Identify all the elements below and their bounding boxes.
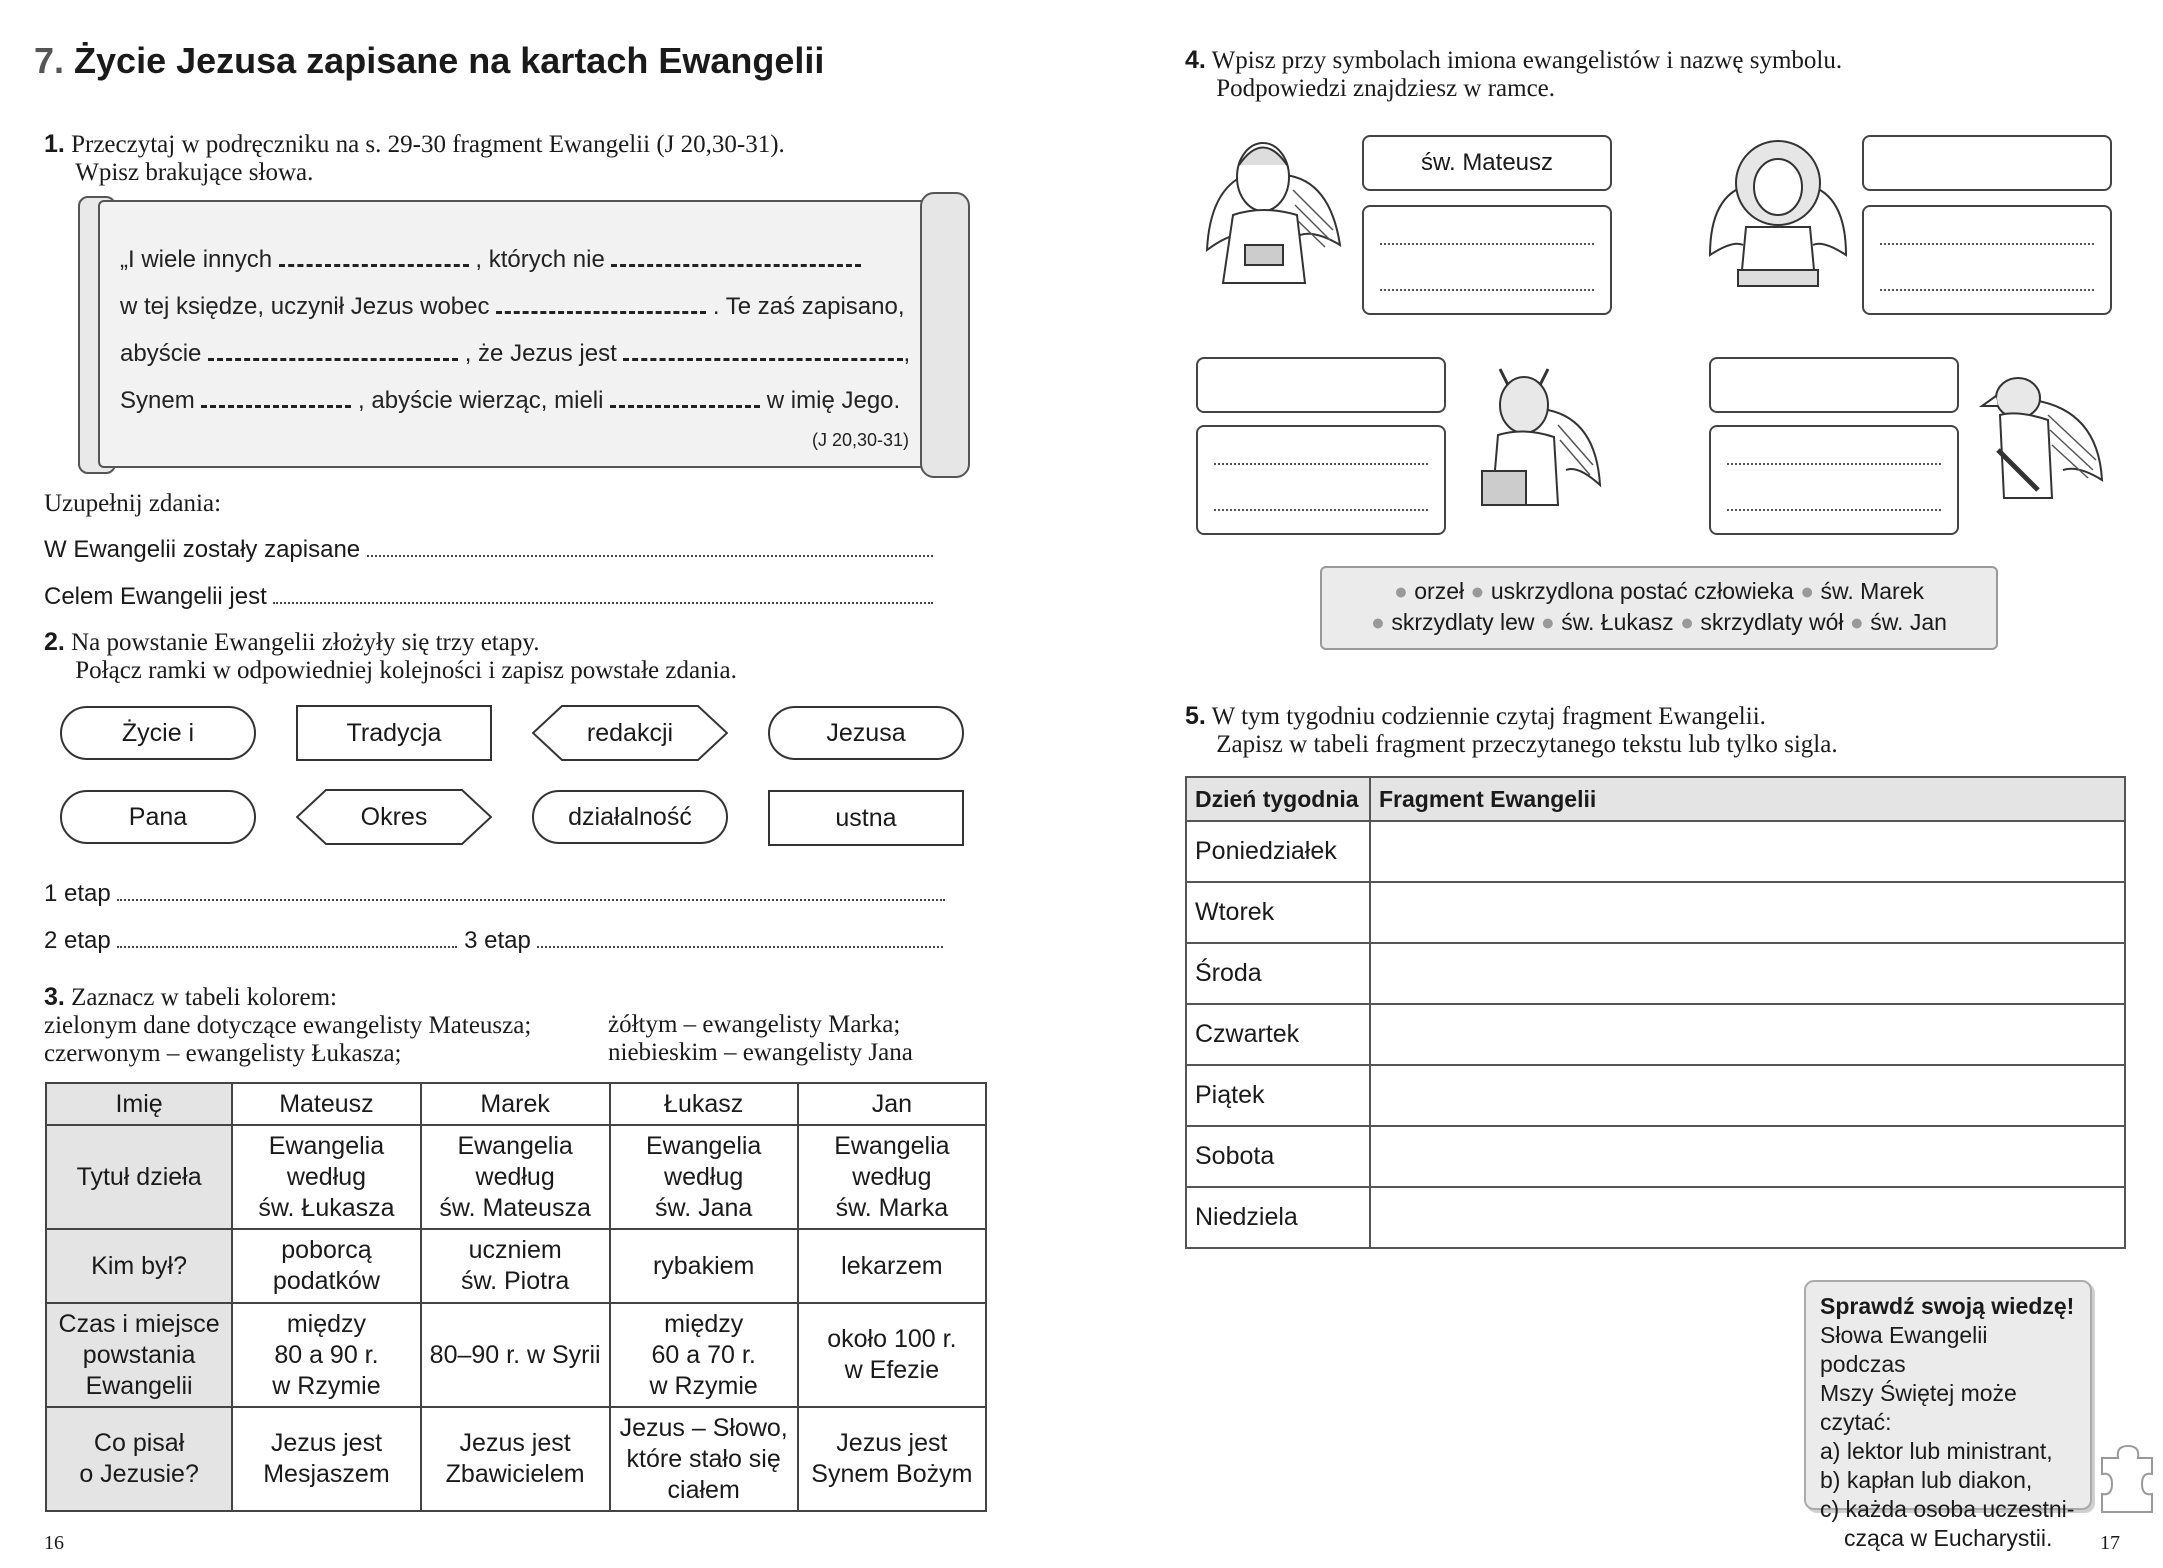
table-header-cell[interactable]: Mateusz xyxy=(232,1083,421,1125)
bullet-icon: ● xyxy=(1540,609,1555,635)
frame-okres[interactable]: Okres xyxy=(296,789,492,845)
blank-field[interactable] xyxy=(610,389,760,408)
scroll-paper xyxy=(98,200,942,468)
hint-line-1: ● orzeł ● uskrzydlona postać człowieka ● św. Marek xyxy=(1393,578,1925,604)
answer-line[interactable] xyxy=(117,885,945,901)
table-header-cell: Fragment Ewangelii xyxy=(1370,777,2125,821)
fragment-cell[interactable] xyxy=(1370,1187,2125,1248)
table-row xyxy=(1186,1065,2125,1126)
symbol-name-box-eagle[interactable] xyxy=(1709,425,1959,535)
answer-line xyxy=(1880,243,2094,245)
frame-ustna[interactable]: ustna xyxy=(768,790,964,846)
frame-pana[interactable]: Pana xyxy=(60,790,256,844)
table-cell[interactable]: Ewangelia według św. Marka xyxy=(798,1125,986,1229)
row-label: Kim był? xyxy=(46,1229,232,1303)
scroll-line-1: „I wiele innych , których nie xyxy=(120,246,861,274)
blank-field[interactable] xyxy=(279,248,469,267)
answer-line xyxy=(1214,463,1428,465)
table-cell[interactable]: Jezus jest Zbawicielem xyxy=(421,1407,610,1511)
sentence-1: W Ewangelii zostały zapisane xyxy=(44,536,933,564)
stage-1-line: 1 etap xyxy=(44,880,945,908)
fragment-cell[interactable] xyxy=(1370,821,2125,882)
check-title: Sprawdź swoją wiedzę! xyxy=(1820,1293,2075,1319)
row-label: Tytuł dzieła xyxy=(46,1125,232,1229)
scroll-right-roll xyxy=(920,192,970,478)
fragment-cell[interactable] xyxy=(1370,1004,2125,1065)
table-header-cell[interactable]: Marek xyxy=(421,1083,610,1125)
answer-line xyxy=(1380,243,1594,245)
table-header-row xyxy=(1186,777,2125,821)
bullet-icon: ● xyxy=(1680,609,1694,635)
task5-instruction: 5. W tym tygodniu codziennie czytaj fragment Ewangelii. Zapisz w tabeli fragment przeczytanego tekstu lub tylko sigla. xyxy=(1185,702,1838,758)
table-cell[interactable]: Jezus – Słowo, które stało się ciałem xyxy=(610,1407,798,1511)
hint-box xyxy=(1320,566,1998,650)
lion-symbol-icon xyxy=(1708,135,1848,290)
task4-instruction: 4. Wpisz przy symbolach imiona ewangelistów i nazwę symbolu. Podpowiedzi znajdziesz w ramce. xyxy=(1185,46,1843,102)
day-label: Środa xyxy=(1186,943,1370,1004)
table-cell[interactable]: uczniem św. Piotra xyxy=(421,1229,610,1303)
table-cell[interactable]: Jezus jest Synem Bożym xyxy=(798,1407,986,1511)
table-cell[interactable]: lekarzem xyxy=(798,1229,986,1303)
check-text: Mszy Świętej może czytać: xyxy=(1820,1380,2017,1435)
table-header-cell[interactable]: Jan xyxy=(798,1083,986,1125)
answer-option-c[interactable]: c) każda osoba uczestni- xyxy=(1820,1496,2075,1522)
table-row xyxy=(1186,1004,2125,1065)
eagle-symbol-icon xyxy=(1978,370,2106,515)
fragment-cell[interactable] xyxy=(1370,943,2125,1004)
bullet-icon: ● xyxy=(1371,609,1385,635)
answer-line xyxy=(1727,509,1941,511)
bullet-icon: ● xyxy=(1393,578,1408,604)
blank-field[interactable] xyxy=(208,342,458,361)
answer-line[interactable] xyxy=(537,932,943,948)
table-header-cell[interactable]: Łukasz xyxy=(610,1083,798,1125)
page-number-right: 17 xyxy=(2100,1532,2120,1554)
evangelist-name-box-angel[interactable]: św. Mateusz xyxy=(1362,135,1612,191)
table-row xyxy=(1186,943,2125,1004)
reading-table xyxy=(1185,776,2126,1249)
table-row xyxy=(1186,882,2125,943)
bullet-icon: ● xyxy=(1800,578,1815,604)
table-row xyxy=(46,1303,986,1407)
task3-instruction-right: żółtym – ewangelisty Marka; niebieskim – ewangelisty Jana xyxy=(608,1011,913,1066)
check-text: Słowa Ewangelii podczas xyxy=(1820,1322,1988,1377)
row-label: Czas i miejsce powstania Ewangelii xyxy=(46,1303,232,1407)
table-row xyxy=(1186,1187,2125,1248)
hint-line-2: ● skrzydlaty lew ● św. Łukasz ● skrzydlaty wół ● św. Jan xyxy=(1371,609,1947,635)
evangelist-name-box-ox[interactable] xyxy=(1196,357,1446,413)
task1-instruction: 1. Przeczytaj w podręczniku na s. 29-30 fragment Ewangelii (J 20,30-31). Wpisz brakujące słowa. xyxy=(44,130,785,186)
frame-tradycja[interactable]: Tradycja xyxy=(296,705,492,761)
table-cell[interactable]: rybakiem xyxy=(610,1229,798,1303)
answer-line xyxy=(1727,463,1941,465)
blank-field[interactable] xyxy=(611,248,861,267)
symbol-name-box-ox[interactable] xyxy=(1196,425,1446,535)
scripture-scroll xyxy=(78,192,970,474)
fragment-cell[interactable] xyxy=(1370,1126,2125,1187)
table-cell[interactable]: między 80 a 90 r. w Rzymie xyxy=(232,1303,421,1407)
day-label: Poniedziałek xyxy=(1186,821,1370,882)
answer-option-c-cont: cząca w Eucharystii. xyxy=(1844,1525,2053,1551)
blank-field[interactable] xyxy=(623,342,903,361)
page-number-left: 16 xyxy=(44,1532,64,1554)
answer-line[interactable] xyxy=(273,588,933,604)
stage-2-3-line: 2 etap 3 etap xyxy=(44,927,943,955)
table-row xyxy=(46,1125,986,1229)
day-label: Piątek xyxy=(1186,1065,1370,1126)
evangelist-name-box-eagle[interactable] xyxy=(1709,357,1959,413)
puzzle-piece-icon xyxy=(2096,1444,2158,1516)
answer-option-a[interactable]: a) lektor lub ministrant, xyxy=(1820,1438,2053,1464)
evangelists-table xyxy=(45,1082,987,1512)
table-cell[interactable]: Ewangelia według św. Jana xyxy=(610,1125,798,1229)
table-header-cell: Dzień tygodnia xyxy=(1186,777,1370,821)
answer-line xyxy=(1380,289,1594,291)
table-row xyxy=(1186,1126,2125,1187)
table-cell[interactable]: Ewangelia według św. Łukasza xyxy=(232,1125,421,1229)
symbol-name-box-angel[interactable] xyxy=(1362,205,1612,315)
table-row xyxy=(46,1229,986,1303)
angel-symbol-icon xyxy=(1205,135,1343,285)
table-cell[interactable]: poborcą podatków xyxy=(232,1229,421,1303)
scroll-line-4: Synem , abyście wierząc, mieli w imię Jego. xyxy=(120,387,901,414)
scroll-line-3: abyście , że Jezus jest , xyxy=(120,340,911,367)
table-header-cell: Imię xyxy=(46,1083,232,1125)
frame-zycie-i[interactable]: Życie i xyxy=(60,706,256,760)
answer-line[interactable] xyxy=(367,541,933,557)
day-label: Niedziela xyxy=(1186,1187,1370,1248)
table-cell[interactable]: Ewangelia według św. Mateusza xyxy=(421,1125,610,1229)
blank-field[interactable] xyxy=(201,389,351,408)
bullet-icon: ● xyxy=(1849,609,1864,635)
scroll-line-2: w tej księdze, uczynił Jezus wobec . Te zaś zapisano, xyxy=(120,293,905,320)
evangelist-name-box-lion[interactable] xyxy=(1862,135,2112,191)
table-cell[interactable]: Jezus jest Mesjaszem xyxy=(232,1407,421,1511)
bullet-icon: ● xyxy=(1470,578,1485,604)
complete-label: Uzupełnij zdania: xyxy=(44,490,222,517)
answer-line[interactable] xyxy=(117,932,457,948)
sentence-2: Celem Ewangelii jest xyxy=(44,583,933,611)
frame-dzialalnosc[interactable]: działalność xyxy=(532,790,728,844)
blank-field[interactable] xyxy=(496,295,706,314)
day-label: Wtorek xyxy=(1186,882,1370,943)
table-cell[interactable]: między 60 a 70 r. w Rzymie xyxy=(610,1303,798,1407)
frame-redakcji[interactable]: redakcji xyxy=(532,705,728,761)
table-cell[interactable]: około 100 r. w Efezie xyxy=(798,1303,986,1407)
answer-line xyxy=(1214,509,1428,511)
fragment-cell[interactable] xyxy=(1370,1065,2125,1126)
table-cell[interactable]: 80–90 r. w Syrii xyxy=(421,1303,610,1407)
fragment-cell[interactable] xyxy=(1370,882,2125,943)
day-label: Sobota xyxy=(1186,1126,1370,1187)
answer-option-b[interactable]: b) kapłan lub diakon, xyxy=(1820,1467,2033,1493)
row-label: Co pisał o Jezusie? xyxy=(46,1407,232,1511)
day-label: Czwartek xyxy=(1186,1004,1370,1065)
ox-symbol-icon xyxy=(1478,365,1603,517)
task3-instruction: 3. Zaznacz w tabeli kolorem: zielonym dane dotyczące ewangelisty Mateusza; czerwonym – ewangelisty Łukasza; xyxy=(44,983,532,1067)
symbol-name-box-lion[interactable] xyxy=(1862,205,2112,315)
table-header-row xyxy=(46,1083,986,1125)
answer-line xyxy=(1880,289,2094,291)
check-knowledge-box xyxy=(1804,1280,2092,1551)
table-row xyxy=(46,1407,986,1511)
frame-jezusa[interactable]: Jezusa xyxy=(768,706,964,760)
scripture-reference: (J 20,30-31) xyxy=(812,430,910,450)
table-row xyxy=(1186,821,2125,882)
page-title: 7. Życie Jezusa zapisane na kartach Ewangelii xyxy=(34,40,825,81)
task2-instruction: 2. Na powstanie Ewangelii złożyły się trzy etapy. Połącz ramki w odpowiedniej kolejności i zapisz powstałe zdania. xyxy=(44,628,737,684)
